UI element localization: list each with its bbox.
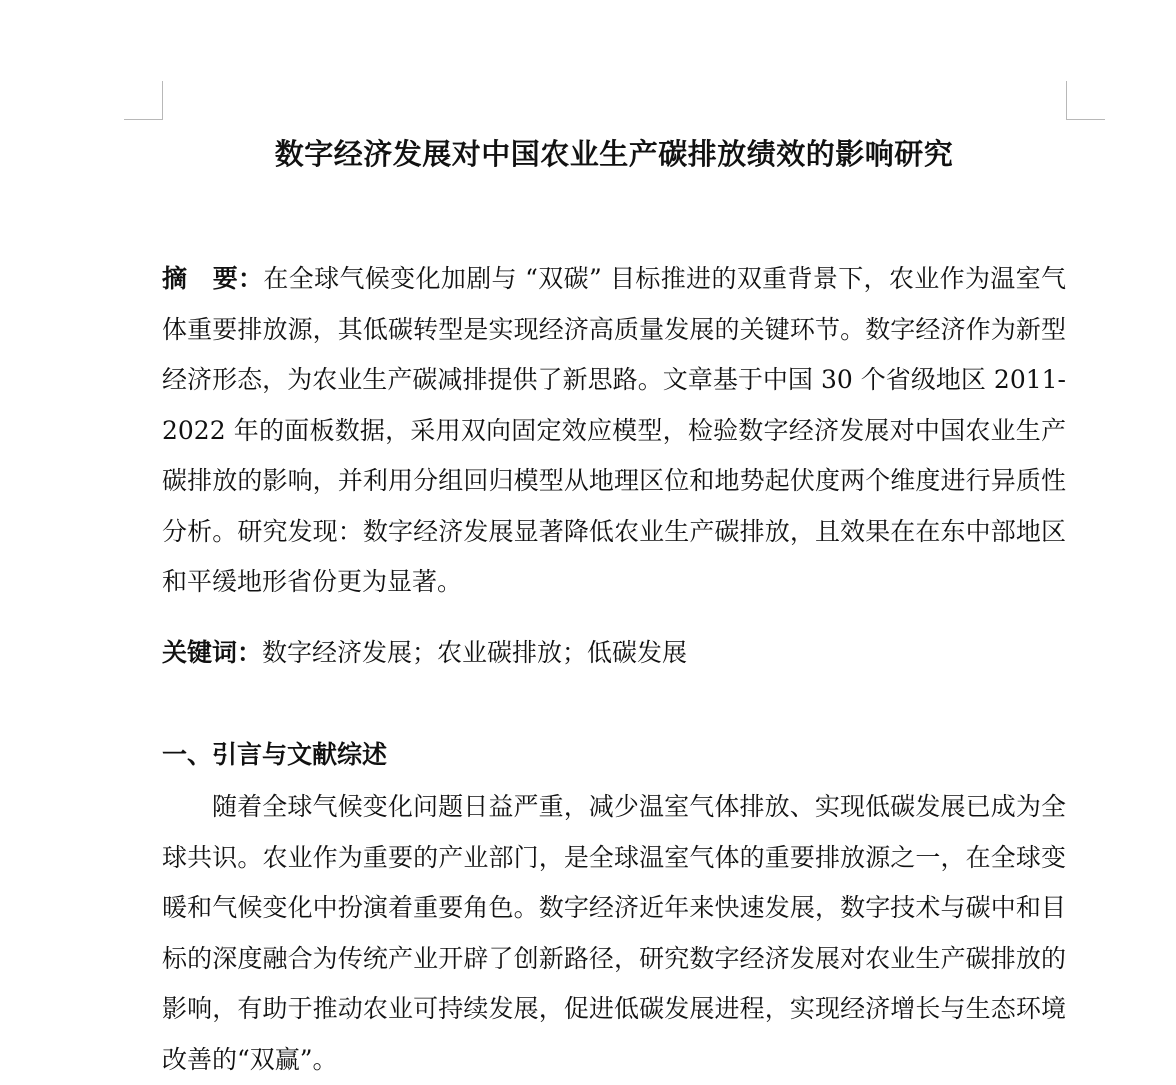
- abstract-paragraph: [162, 254, 1066, 608]
- intro-paragraph: 随着全球气候变化问题日益严重，减少温室气体排放、实现低碳发展已成为全球共识。农业作为重要的产业部门，是全球温室气体的重要排放源之一，在全球变暖和气候变化中扮演着重要角色。数字经济近年来快速发展，数字技术与碳中和目标的深度融合为传统产业开辟了创新路径，研究数字经济发展对农业生产碳排放的影响，有助于推动农业可持续发展，促进低碳发展进程，实现经济增长与生态环境改善的“双赢”。: [162, 792, 1066, 1074]
- keywords-text: 数字经济发展；农业碳排放；低碳发展: [262, 638, 688, 667]
- keywords-label: 关键词：: [162, 638, 263, 667]
- document-title: 数字经济发展对中国农业生产碳排放绩效的影响研究: [274, 137, 954, 171]
- top-right-margin-mark: [1066, 81, 1105, 120]
- keywords-line: [162, 628, 1066, 678]
- abstract-text: 在全球气候变化加剧与 “双碳” 目标推进的双重背景下，农业作为温室气体重要排放源，其低碳转型是实现经济高质量发展的关键环节。数字经济作为新型经济形态，为农业生产碳减排提供了新思路。文章基于中国 30 个省级地区 2011-2022 年的面板数据，采用双向固定效应模型，检验数字经济发展对中国农业生产碳排放的影响，并利用分组回归模型从地理区位和地势起伏度两个维度进行异质性分析。研究发现：数字经济发展显著降低农业生产碳排放，且效果在在东中部地区和平缓地形省份更为显著。: [162, 264, 1066, 596]
- section-heading: 一、引言与文献综述: [162, 740, 388, 769]
- abstract-label: 摘 要：: [162, 264, 264, 293]
- top-left-margin-mark: [124, 81, 163, 120]
